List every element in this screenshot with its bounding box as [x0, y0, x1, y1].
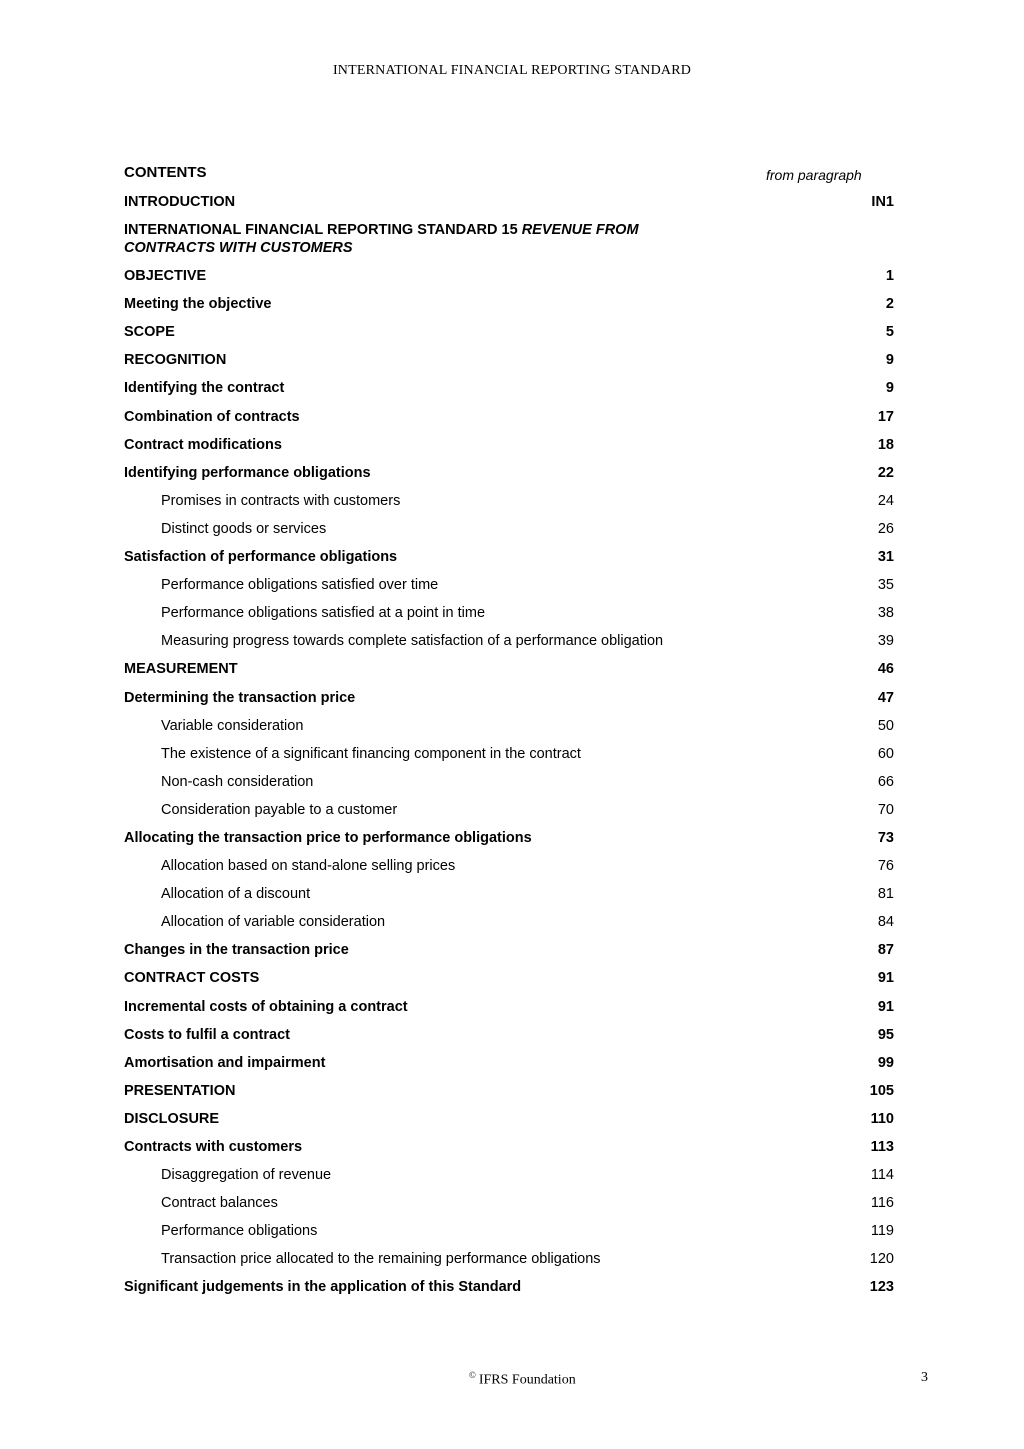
toc-entry-label [124, 1021, 724, 1049]
toc-entry-text: Changes in the transaction price [124, 942, 349, 959]
toc-entry-text: Promises in contracts with customers [161, 492, 401, 509]
toc-entry-text: Satisfaction of performance obligations [124, 549, 398, 566]
toc-entry [124, 1217, 894, 1245]
toc-entry [124, 374, 894, 402]
toc-entry-label [161, 768, 761, 796]
toc-entry-label [161, 1245, 761, 1273]
toc-entry [124, 1189, 894, 1217]
toc-entry-label [124, 262, 724, 290]
running-header-title: INTERNATIONAL FINANCIAL REPORTING STANDARD [332, 63, 692, 78]
toc-entry-text: DISCLOSURE [124, 1110, 220, 1127]
toc-entry-text: SCOPE [124, 324, 175, 341]
toc-entry-paragraph: 99 [877, 1054, 894, 1071]
from-paragraph-label: from paragraph [766, 167, 862, 183]
toc-entry [124, 936, 894, 964]
toc-entry-label [124, 459, 724, 487]
toc-entry [124, 964, 894, 992]
toc-entry-label [124, 1077, 724, 1105]
toc-entry-text: Distinct goods or services [161, 520, 327, 537]
toc-entry-paragraph: 17 [877, 408, 894, 425]
toc-entry [124, 459, 894, 487]
toc-entry-paragraph: 91 [877, 970, 894, 987]
toc-entry-paragraph: 50 [877, 717, 894, 734]
toc-entry-paragraph: 47 [877, 689, 894, 706]
toc-entry-label [124, 318, 724, 346]
toc-entry-label [124, 1105, 724, 1133]
toc-entry-paragraph: 2 [885, 296, 894, 313]
toc-entry [124, 346, 894, 374]
toc-entry-paragraph: 9 [885, 380, 894, 397]
toc-entry [124, 290, 894, 318]
toc-entry-label [161, 740, 761, 768]
toc-entry-label [161, 712, 761, 740]
toc-entry-label [161, 571, 761, 599]
toc-entry-text: Allocation of variable consideration [161, 914, 386, 931]
toc-entry-text: Significant judgements in the application of this Standard [124, 1279, 522, 1296]
toc-entry-label [161, 627, 761, 655]
page-number: 3 [921, 1370, 928, 1385]
toc-entry-label [161, 908, 761, 936]
toc-entry-paragraph: 26 [877, 520, 894, 537]
toc-entry-text: INTRODUCTION [124, 194, 236, 210]
toc-entry-text: INTERNATIONAL FINANCIAL REPORTING STANDARD 15 [124, 222, 522, 239]
toc-entry [124, 1245, 894, 1273]
toc-entry-text: Performance obligations [161, 1223, 318, 1240]
toc-entry-label [124, 993, 724, 1021]
toc-entry [124, 880, 894, 908]
footer-copyright [469, 1370, 576, 1389]
toc-entry-text: Contract balances [161, 1195, 278, 1212]
toc-entry-text: CONTRACT COSTS [124, 970, 260, 987]
toc-entry-label [124, 684, 724, 712]
toc-entry-label [161, 1161, 761, 1189]
toc-entry-paragraph: 73 [877, 829, 894, 846]
toc-entry [124, 599, 894, 627]
toc-entry [124, 824, 894, 852]
toc-entry-paragraph: 46 [877, 661, 894, 678]
toc-entry [124, 431, 894, 459]
toc-entry [124, 1105, 894, 1133]
toc-entry [124, 1077, 894, 1105]
toc-entry-text: Identifying performance obligations [124, 464, 371, 481]
toc-entry-label [161, 599, 761, 627]
toc-entry-paragraph: 9 [885, 352, 894, 369]
toc-entry-paragraph: 116 [870, 1195, 894, 1212]
toc-entry-paragraph: 81 [877, 886, 894, 903]
toc-entry-label [124, 543, 724, 571]
toc-entry [124, 684, 894, 712]
toc-entry-label [124, 431, 724, 459]
toc-entry-text: Contract modifications [124, 436, 282, 453]
toc-entry [124, 908, 894, 936]
toc-entry-label [124, 1273, 724, 1301]
toc-entry-label [124, 221, 724, 257]
toc-entry-text: RECOGNITION [124, 352, 227, 369]
toc-entry-label [124, 964, 724, 992]
toc-entry [124, 515, 894, 543]
toc-entry-paragraph: 31 [877, 549, 894, 566]
toc-entry [124, 712, 894, 740]
toc-entry-text: Contracts with customers [124, 1139, 303, 1155]
toc-entry-text: Non-cash consideration [161, 773, 314, 790]
toc-entry [124, 262, 894, 290]
toc-entry-label [161, 1217, 761, 1245]
toc-entry-paragraph: 35 [877, 577, 894, 594]
toc-entry-label [161, 852, 761, 880]
toc-entry [124, 318, 894, 346]
toc-entry-label [161, 515, 761, 543]
toc-entry-text: Identifying the contract [124, 380, 285, 397]
toc-entry-paragraph: IN1 [871, 194, 894, 210]
toc-entry-paragraph: 60 [877, 745, 894, 762]
toc-entry-label [161, 880, 761, 908]
toc-entry-paragraph: 38 [877, 605, 894, 622]
toc-entry [124, 740, 894, 768]
toc-entry-paragraph: 66 [877, 773, 894, 790]
toc-entry-label [161, 1189, 761, 1217]
toc-entry-paragraph: 105 [869, 1082, 894, 1099]
toc-entry-paragraph: 70 [877, 801, 894, 818]
toc-entry-paragraph: 39 [877, 633, 894, 650]
toc-entry [124, 993, 894, 1021]
toc-entry-label [124, 374, 724, 402]
contents-heading [124, 164, 894, 186]
toc-entry-paragraph: 1 [885, 268, 894, 285]
toc-entry-text: Allocation based on stand-alone selling prices [161, 858, 456, 875]
toc-entry-paragraph: 113 [870, 1139, 894, 1155]
toc-entry [124, 571, 894, 599]
toc-entry-paragraph: 84 [877, 914, 894, 931]
toc-entry-paragraph: 91 [877, 998, 894, 1015]
copyright-symbol: © [469, 1370, 476, 1380]
toc-entry-paragraph: 95 [877, 1026, 894, 1043]
toc-entry-text: Meeting the objective [124, 296, 272, 313]
toc-entry-paragraph: 123 [869, 1279, 894, 1296]
table-of-contents [124, 188, 894, 1302]
toc-entry-label [124, 936, 724, 964]
toc-entry [124, 627, 894, 655]
toc-entry-label [124, 1049, 724, 1077]
toc-entry [124, 655, 894, 683]
toc-entry-paragraph: 76 [877, 858, 894, 875]
toc-entry [124, 188, 894, 216]
toc-entry [124, 1021, 894, 1049]
toc-entry-text: Combination of contracts [124, 408, 300, 425]
running-header [0, 63, 1024, 79]
toc-entry-label [161, 796, 761, 824]
footer-owner: IFRS Foundation [478, 1372, 576, 1388]
toc-entry-text: The existence of a significant financing component in the contract [161, 745, 581, 762]
toc-entry-text: Determining the transaction price [124, 689, 356, 706]
toc-entry-paragraph: 120 [869, 1251, 894, 1268]
toc-entry [124, 796, 894, 824]
toc-entry-paragraph: 22 [877, 464, 894, 481]
toc-entry [124, 403, 894, 431]
toc-entry [124, 487, 894, 515]
toc-entry-text: Consideration payable to a customer [161, 801, 398, 818]
toc-entry-text: Transaction price allocated to the remaining performance obligations [161, 1251, 601, 1268]
toc-entry-text: Allocating the transaction price to performance obligations [124, 829, 532, 846]
toc-entry-label [124, 290, 724, 318]
toc-entry-text: Measuring progress towards complete satisfaction of a performance obligation [161, 633, 664, 650]
toc-entry-label [124, 188, 724, 216]
toc-entry-text: PRESENTATION [124, 1082, 236, 1099]
toc-entry-text: Performance obligations satisfied over time [161, 577, 439, 594]
toc-entry-paragraph: 5 [885, 324, 894, 341]
toc-entry-label [124, 346, 724, 374]
toc-entry-text: Disaggregation of revenue [161, 1167, 332, 1184]
toc-entry-paragraph: 110 [870, 1110, 894, 1127]
toc-entry-text: Amortisation and impairment [124, 1054, 326, 1071]
toc-entry-label [124, 1133, 724, 1161]
toc-entry [124, 1161, 894, 1189]
toc-entry-paragraph: 119 [870, 1223, 894, 1240]
toc-entry-paragraph: 87 [877, 942, 894, 959]
toc-entry-text: Allocation of a discount [161, 886, 311, 903]
toc-entry-text: OBJECTIVE [124, 268, 207, 285]
toc-entry-text: Incremental costs of obtaining a contract [124, 998, 408, 1015]
toc-entry-paragraph: 24 [877, 492, 894, 509]
toc-entry [124, 216, 894, 262]
contents-title: CONTENTS [124, 164, 207, 181]
toc-entry-label [161, 487, 761, 515]
toc-entry-italic-title: REVENUE FROM CONTRACTS WITH CUSTOMERS [124, 222, 639, 257]
toc-entry-text: Costs to fulfil a contract [124, 1026, 290, 1043]
toc-entry-label [124, 655, 724, 683]
toc-entry [124, 1273, 894, 1301]
toc-entry-label [124, 824, 724, 852]
toc-entry [124, 768, 894, 796]
toc-entry [124, 543, 894, 571]
toc-entry [124, 1049, 894, 1077]
toc-entry-paragraph: 114 [870, 1167, 894, 1184]
toc-entry-text: Performance obligations satisfied at a point in time [161, 605, 486, 622]
toc-entry [124, 1133, 894, 1161]
toc-entry-paragraph: 18 [877, 436, 894, 453]
toc-entry [124, 852, 894, 880]
toc-entry-text: Variable consideration [161, 717, 304, 734]
toc-entry-label [124, 403, 724, 431]
toc-entry-text: MEASUREMENT [124, 661, 238, 678]
